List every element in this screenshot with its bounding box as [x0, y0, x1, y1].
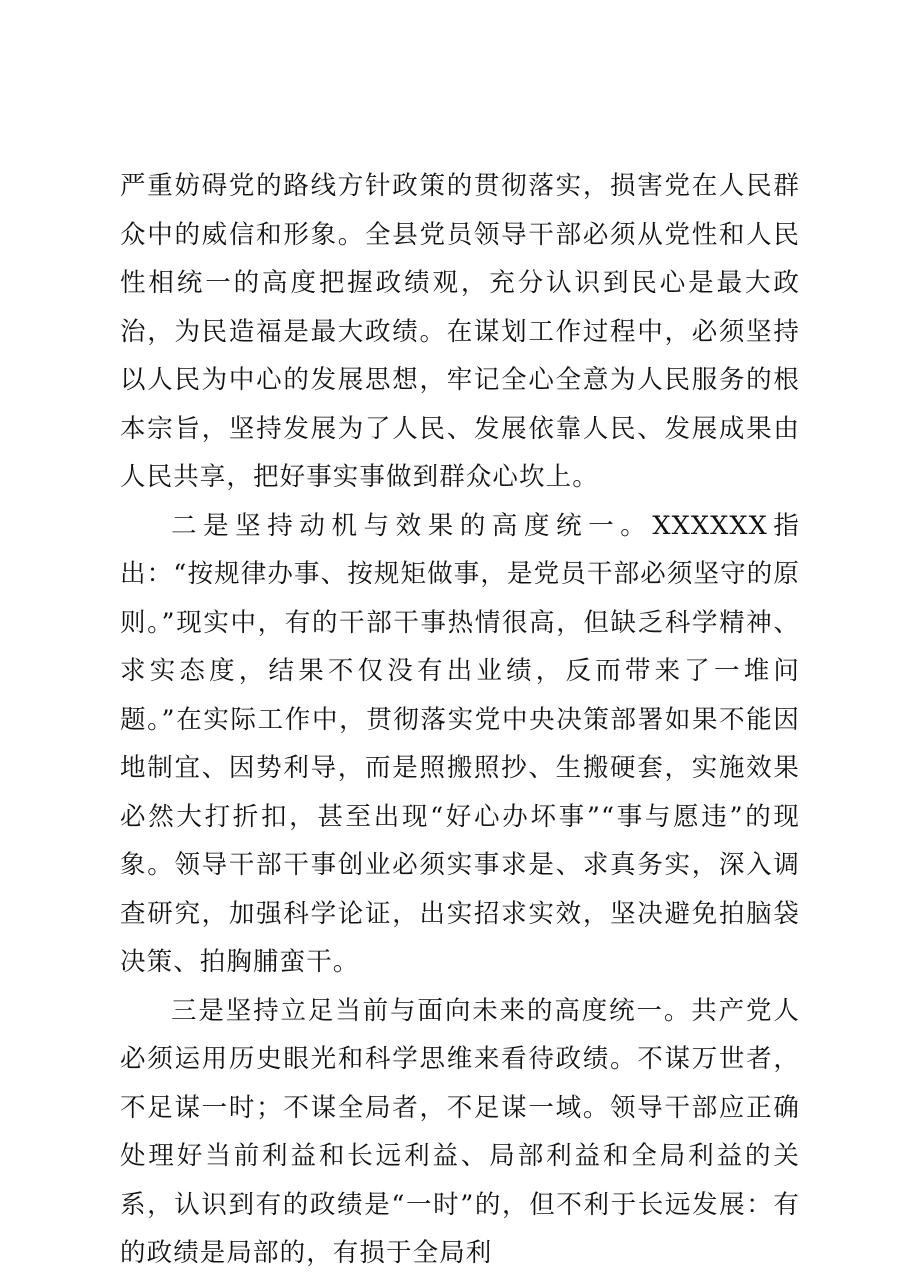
paragraph-continuation: 严重妨碍党的路线方针政策的贯彻落实，损害党在人民群众中的威信和形象。全县党员领导干部必须从党性和人民性相统一的高度把握政绩观，充分认识到民心是最大政治，为民造福是最大政绩。在谋划工作过程中，必须坚持以人民为中心的发展思想，牢记全心全意为人民服务的根本宗旨，坚持发展为了人民、发展依靠人民、发展成果由人民共享，把好事实事做到群众心坎上。 [120, 171, 800, 492]
document-body [120, 162, 800, 1278]
paragraph-present-and-future: 三是坚持立足当前与面向未来的高度统一。共产党人必须运用历史眼光和科学思维来看待政绩。不谋万世者，不足谋一时；不谋全局者，不足谋一域。领导干部应正确处理好当前利益和长远利益、局部利益和全局利益的关系，认识到有的政绩是“一时”的，但不利于长远发展：有的政绩是局部的，有损于全局利 [120, 995, 800, 1268]
paragraph-motive-and-effect: 二是坚持动机与效果的高度统一。XXXXXX指出：“按规律办事、按规矩做事，是党员干部必须坚守的原则。”现实中，有的干部干事热情很高，但缺乏科学精神、求实态度，结果不仅没有出业绩，反而带来了一堆问题。”在实际工作中，贯彻落实党中央决策部署如果不能因地制宜、因势利导，而是照搬照抄、生搬硬套，实施效果必然大打折扣，甚至出现“好心办坏事”“事与愿违”的现象。领导干部干事创业必须实事求是、求真务实，深入调查研究，加强科学论证，出实招求实效，坚决避免拍脑袋决策、拍胸脯蛮干。 [120, 510, 800, 977]
